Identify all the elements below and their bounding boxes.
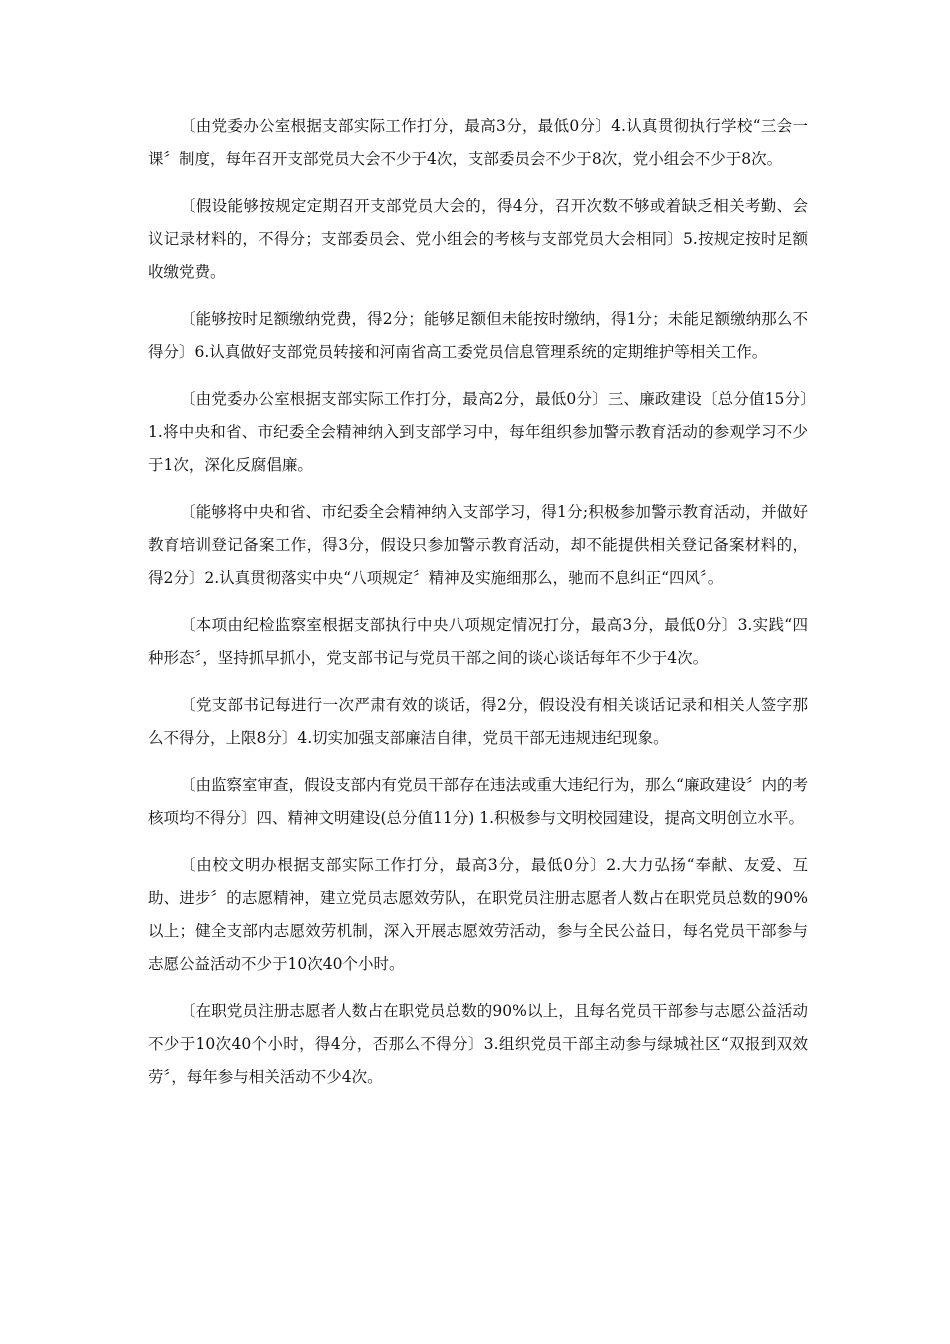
paragraph-2: 〔假设能够按规定定期召开支部党员大会的，得4分，召开次数不够或着缺乏相关考勤、会议记录材料的，不得分；支部委员会、党小组会的考核与支部党员大会相同〕5.按规定按时足额收缴党费。 — [148, 197, 808, 281]
paragraph-10: 〔在职党员注册志愿者人数占在职党员总数的90%以上，且每名党员干部参与志愿公益活动不少于10次40个小时，得4分，否那么不得分〕3.组织党员干部主动参与绿城社区“双报到双效劳〞，每年参与相关活动不少4次。 — [148, 1002, 808, 1086]
paragraph-9: 〔由校文明办根据支部实际工作打分，最高3分，最低0分〕2.大力弘扬“奉献、友爱、互助、进步〞的志愿精神，建立党员志愿效劳队，在职党员注册志愿者人数占在职党员总数的90%以上；健全支部内志愿效劳机制，深入开展志愿效劳活动，参与全民公益日，每名党员干部参与志愿公益活动不少于10次40个小时。 — [148, 856, 808, 973]
paragraph-5: 〔能够将中央和省、市纪委全会精神纳入支部学习，得1分;积极参加警示教育活动，并做好教育培训登记备案工作，得3分，假设只参加警示教育活动，却不能提供相关登记备案材料的，得2分〕2.认真贯彻落实中央“八项规定〞精神及实施细那么，驰而不息纠正“四风〞。 — [148, 503, 808, 587]
paragraph-8: 〔由监察室审查，假设支部内有党员干部存在违法或重大违纪行为，那么“廉政建设〞内的考核项均不得分〕四、精神文明建设(总分值11分) 1.积极参与文明校园建设，提高文明创立水平。 — [148, 776, 808, 827]
paragraph-7: 〔党支部书记每进行一次严肃有效的谈话，得2分，假设没有相关谈话记录和相关人签字那么不得分，上限8分〕4.切实加强支部廉洁自律，党员干部无违规违纪现象。 — [148, 696, 808, 747]
paragraph-4: 〔由党委办公室根据支部实际工作打分，最高2分，最低0分〕三、廉政建设〔总分值15分〕1.将中央和省、市纪委全会精神纳入到支部学习中，每年组织参加警示教育活动的参观学习不少于1次，深化反腐倡廉。 — [148, 390, 808, 474]
document-body — [148, 110, 808, 1108]
paragraph-3: 〔能够按时足额缴纳党费，得2分；能够足额但未能按时缴纳，得1分；未能足额缴纳那么不得分〕6.认真做好支部党员转接和河南省高工委党员信息管理系统的定期维护等相关工作。 — [148, 310, 808, 361]
paragraph-1: 〔由党委办公室根据支部实际工作打分，最高3分，最低0分〕4.认真贯彻执行学校“三会一课〞制度，每年召开支部党员大会不少于4次，支部委员会不少于8次，党小组会不少于8次。 — [148, 117, 808, 168]
paragraph-6: 〔本项由纪检监察室根据支部执行中央八项规定情况打分，最高3分，最低0分〕3.实践“四种形态〞，坚持抓早抓小，党支部书记与党员干部之间的谈心谈话每年不少于4次。 — [148, 616, 808, 667]
